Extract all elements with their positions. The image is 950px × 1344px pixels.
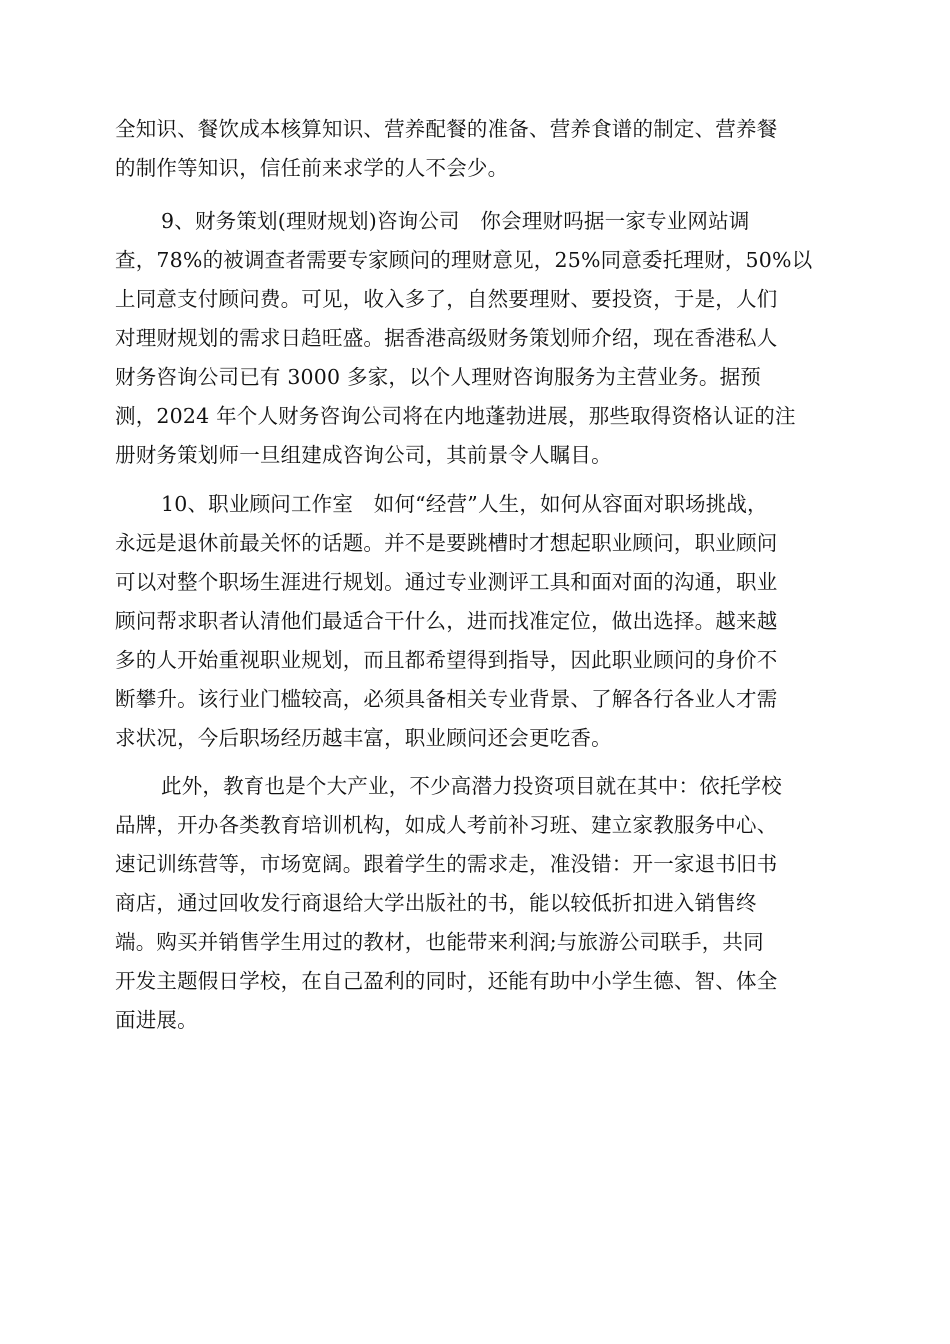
text-line: 面进展。 bbox=[115, 1008, 198, 1032]
paragraph-item-10 bbox=[115, 485, 835, 758]
text-line: 查，78%的被调查者需要专家顾问的理财意见，25%同意委托理财，50%以 bbox=[115, 248, 813, 272]
text-line: 品牌，开办各类教育培训机构，如成人考前补习班、建立家教服务中心、 bbox=[115, 813, 778, 837]
text-line: 全知识、餐饮成本核算知识、营养配餐的准备、营养食谱的制定、营养餐 bbox=[115, 117, 778, 141]
text-line: 顾问帮求职者认清他们最适合干什么，进而找准定位，做出选择。越来越 bbox=[115, 609, 778, 633]
text-line: 财务咨询公司已有 3000 多家，以个人理财咨询服务为主营业务。据预 bbox=[115, 365, 762, 389]
text-line: 速记训练营等，市场宽阔。跟着学生的需求走，准没错：开一家退书旧书 bbox=[115, 852, 778, 876]
text-line: 10、职业顾问工作室 如何“经营”人生，如何从容面对职场挑战， bbox=[161, 492, 768, 516]
text-line: 可以对整个职场生涯进行规划。通过专业测评工具和面对面的沟通，职业 bbox=[115, 570, 778, 594]
text-line: 商店，通过回收发行商退给大学出版社的书，能以较低折扣进入销售终 bbox=[115, 891, 757, 915]
text-line: 断攀升。该行业门槛较高，必须具备相关专业背景、了解各行各业人才需 bbox=[115, 687, 778, 711]
text-line: 对理财规划的需求日趋旺盛。据香港高级财务策划师介绍，现在香港私人 bbox=[115, 326, 778, 350]
text-line: 的制作等知识，信任前来求学的人不会少。 bbox=[115, 156, 509, 180]
text-line: 此外，教育也是个大产业，不少高潜力投资项目就在其中：依托学校 bbox=[161, 774, 782, 798]
text-line: 开发主题假日学校，在自己盈利的同时，还能有助中小学生德、智、体全 bbox=[115, 969, 778, 993]
text-line: 端。购买并销售学生用过的教材，也能带来利润;与旅游公司联手，共同 bbox=[115, 930, 764, 954]
text-line: 永远是退休前最关怀的话题。并不是要跳槽时才想起职业顾问，职业顾问 bbox=[115, 531, 778, 555]
paragraph-item-9 bbox=[115, 202, 835, 475]
text-line: 求状况，今后职场经历越丰富，职业顾问还会更吃香。 bbox=[115, 726, 612, 750]
paragraph-extra-education bbox=[115, 767, 835, 1040]
text-line: 册财务策划师一旦组建成咨询公司，其前景令人瞩目。 bbox=[115, 443, 612, 467]
text-line: 多的人开始重视职业规划，而且都希望得到指导，因此职业顾问的身价不 bbox=[115, 648, 778, 672]
text-line: 上同意支付顾问费。可见，收入多了，自然要理财、要投资，于是，人们 bbox=[115, 287, 778, 311]
text-line: 9、财务策划(理财规划)咨询公司 你会理财吗据一家专业网站调 bbox=[161, 209, 750, 233]
text-line: 测，2024 年个人财务咨询公司将在内地蓬勃进展，那些取得资格认证的注 bbox=[115, 404, 796, 428]
paragraph-intro-continuation bbox=[115, 110, 835, 188]
